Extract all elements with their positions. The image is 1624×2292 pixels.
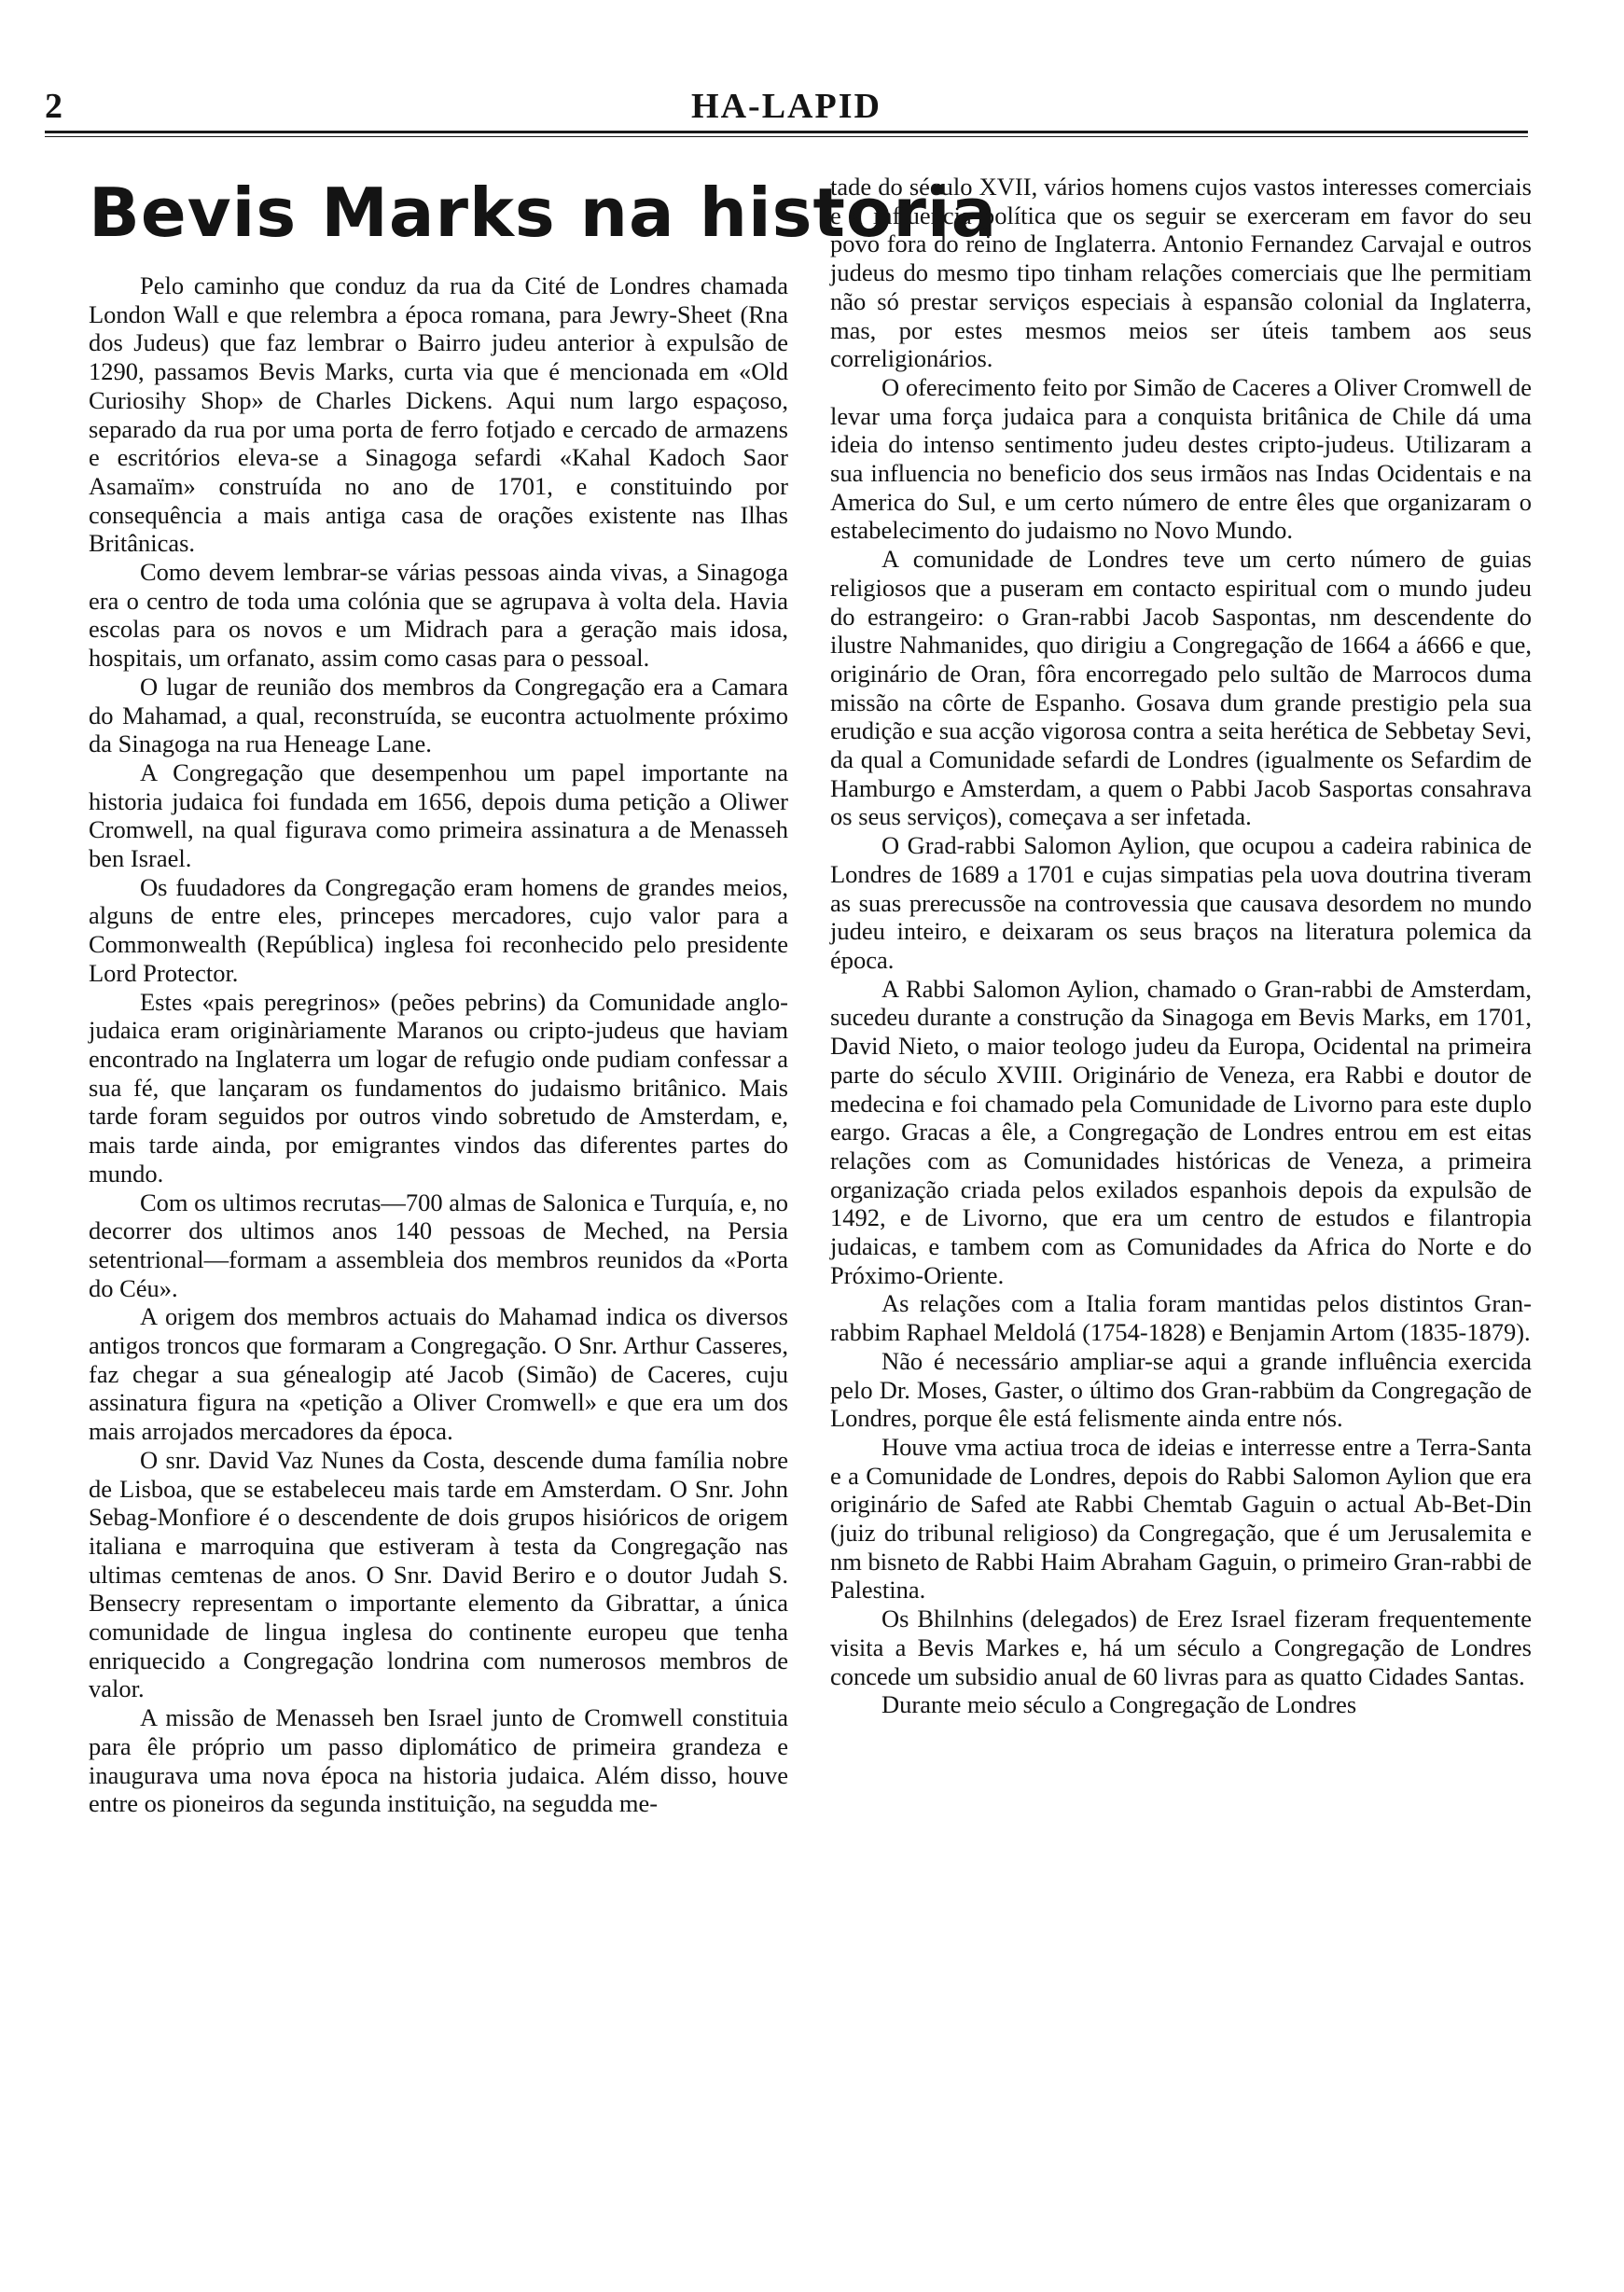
paragraph: A Congregação que desempenhou um papel importante na historia judaica foi fundada em 1656, depois duma petição a Oliwer Cromwell, na qual figurava como primeira assinatura a de Menasseh ben Israel. xyxy=(89,757,788,873)
paragraph: A missão de Menasseh ben Israel junto de Cromwell constituia para êle próprio um passo diplomático de primeira grandeza e inaugurava uma nova época na historia judaica. Além disso, houve entre os pioneiros da segunda instituição, na segudda me- xyxy=(89,1703,788,1818)
article-title: Bevis Marks na historia xyxy=(89,174,998,252)
paragraph: tade do século XVII, vários homens cujos vastos interesses comerciais e a influencia política que os seguir se exerceram em favor do seu povo fora do reino de Inglaterra. Antonio Fernandez Carvajal e outros judeus do mesmo tipo tinham relações comerciais que lhe permitiam não só prestar serviços especiais à espansão colonial da Inglaterra, mas, por estes mesmos meios ser úteis tambem aos seus correligionários. xyxy=(830,173,1532,373)
left-column xyxy=(89,173,998,1818)
paragraph: A origem dos membros actuais do Mahamad indica os diversos antigos troncos que formaram a Congregação. O Snr. Arthur Casseres, faz chegar a sua génealogip até Jacob (Simão) de Caceres, cuju assinatura figura na «petição a Oliver Cromwell» e que era um dos mais arrojados mercadores da época. xyxy=(89,1302,788,1446)
paragraph: Não é necessário ampliar-se aqui a grande influência exercida pelo Dr. Moses, Gaster, o último dos Gran-rabbüm da Congregação de Londres, porque êle está felismente ainda entre nós. xyxy=(830,1346,1532,1433)
paragraph: Pelo caminho que conduz da rua da Cité de Londres chamada London Wall e que relembra a época romana, para Jewry-Sheet (Rna dos Judeus) que faz lembrar o Bairro judeu anterior à expulsão de 1290, passamos Bevis Marks, curta via que é mencionada em «Old Curiosihy Shop» de Charles Dickens. Aqui num largo espaçoso, separado da rua por uma porta de ferro fotjado e cercado de armazens e escritórios eleva-se a Sinagoga sefardi «Kahal Kadoch Saor Asamaïm» construída no ano de 1701, e constituindo por consequência a mais antiga casa de orações existente nas Ilhas Britânicas. xyxy=(89,271,788,558)
right-column xyxy=(830,173,1532,1719)
paragraph: Os fuudadores da Congregação eram homens de grandes meios, alguns de entre eles, princepes mercadores, cujo valor para a Commonwealth (República) inglesa foi reconhecido pelo presidente Lord Protector. xyxy=(89,872,788,987)
paragraph: O oferecimento feito por Simão de Caceres a Oliver Cromwell de levar uma força judaica para a conquista britânica de Chile dá uma ideia do intenso sentimento judeu destes cripto-judeus. Utilizaram a sua influencia no beneficio dos seus irmãos nas Indas Ocidentais e na America do Sul, e um certo número de entre êles que organizaram o estabelecimento do judaismo no Novo Mundo. xyxy=(830,372,1532,545)
paragraph: O Grad-rabbi Salomon Aylion, que ocupou a cadeira rabinica de Londres de 1689 a 1701 e cujas simpatias pela uova doutrina tiveram as suas prerecussõe na controvessia que causava desordem no mundo judeu inteiro, e deixaram os seus braços na literatura polemica da época. xyxy=(830,831,1532,974)
page-header xyxy=(45,86,1528,138)
paragraph: Houve vma actiua troca de ideias e interresse entre a Terra-Santa e a Comunidade de Londres, depois do Rabbi Salomon Aylion que era originário de Safed ate Rabbi Chemtab Gaguin o actual Ab-Bet-Din (juiz do tribunal religioso) da Congregação, que é um Jerusalemita e nm bisneto de Rabbi Haim Abraham Gaguin, o primeiro Gran-rabbi de Palestina. xyxy=(830,1432,1532,1604)
paragraph: As relações com a Italia foram mantidas pelos distintos Gran-rabbim Raphael Meldolá (1754-1828) e Benjamin Artom (1835-1879). xyxy=(830,1289,1532,1347)
paragraph: O lugar de reunião dos membros da Congregação era a Camara do Mahamad, a qual, reconstruída, se eucontra actuolmente próximo da Sinagoga na rua Heneage Lane. xyxy=(89,672,788,758)
paragraph: A comunidade de Londres teve um certo número de guias religiosos que a puseram em contacto espiritual com o mundo judeu do estrangeiro: o Gran-rabbi Jacob Saspontas, nm descendente do ilustre Nahmanides, quo dirigiu a Congregação de 1664 a á666 e que, originário de Oran, fôra encorregado pelo sultão de Marrocos duma missão na côrte de Espanho. Gosava dum grande prestigio pela sua erudição e sua acção vigorosa contra a seita herética de Sebbetay Sevi, da qual a Comunidade sefardi de Londres (igualmente os Sefardim de Hamburgo e Amsterdam, a quem o Pabbi Jacob Sasportas consahrava os seus serviços), começava a ser infetada. xyxy=(830,545,1532,831)
header-rule-thin xyxy=(45,136,1528,137)
header-rule xyxy=(45,131,1528,133)
paragraph: Os Bhilnhins (delegados) de Erez Israel fizeram frequentemente visita a Bevis Markes e, há um século a Congregação de Londres concede um subsidio anual de 60 livras para as quatto Cidades Santas. xyxy=(830,1604,1532,1690)
paragraph: Durante meio século a Congregação de Londres xyxy=(881,1690,1357,1719)
journal-title: HA-LAPID xyxy=(691,87,881,126)
paragraph: Com os ultimos recrutas—700 almas de Salonica e Turquía, e, no decorrer dos ultimos anos 140 pessoas de Meched, na Persia setentrional—formam a assembleia dos membros reunidos da «Porta do Céu». xyxy=(89,1188,788,1302)
paragraph: A Rabbi Salomon Aylion, chamado o Gran-rabbi de Amsterdam, sucedeu durante a construção da Sinagoga em Bevis Marks, em 1701, David Nieto, o maior teologo judeu da Europa, Ocidental na primeira parte do século XVIII. Originário de Veneza, era Rabbi e doutor de medecina e foi chamado pela Comunidade de Livorno para este duplo eargo. Gracas a êle, a Congregação de Londres entrou em est eitas relações com as Comunidades históricas de Veneza, a primeira organização criada pelos exilados espanhois depois da expulsão de 1492, e de Livorno, que era um centro de estudos e filantropia judaicas, e tambem com as Comunidades da Africa do Norte e do Próximo-Oriente. xyxy=(830,974,1532,1289)
page-number: 2 xyxy=(45,87,62,126)
paragraph: Estes «pais peregrinos» (peões pebrins) da Comunidade anglo-judaica eram originàriamente Maranos ou cripto-judeus que haviam encontrado na Inglaterra um logar de refugio onde pudiam confessar a sua fé, que lançaram os fundamentos do judaismo britânico. Mais tarde foram seguidos por outros vindo sobretudo de Amsterdam, e, mais tarde ainda, por emigrantes vindos das diferentes partes do mundo. xyxy=(89,987,788,1188)
paragraph: O snr. David Vaz Nunes da Costa, descende duma família nobre de Lisboa, que se estabeleceu mais tarde em Amsterdam. O Snr. John Sebag-Monfiore é o descendente de dois grupos hisióricos de origem italiana e marroquina que estiveram à testa da Congregação nas ultimas cemtenas de anos. O Snr. David Beriro e o doutor Judah S. Bensecry representam o importante elemento da Gibrattar, a única comunidade de lingua inglesa do continente europeu que tenha enriquecido a Congregação londrina com numerosos membros de valor. xyxy=(89,1445,788,1703)
paragraph: Como devem lembrar-se várias pessoas ainda vivas, a Sinagoga era o centro de toda uma colónia que se agrupava à volta dela. Havia escolas para os novos e um Midrach para a geração mais idosa, hospitais, um orfanato, assim como casas para o pessoal. xyxy=(89,558,788,673)
